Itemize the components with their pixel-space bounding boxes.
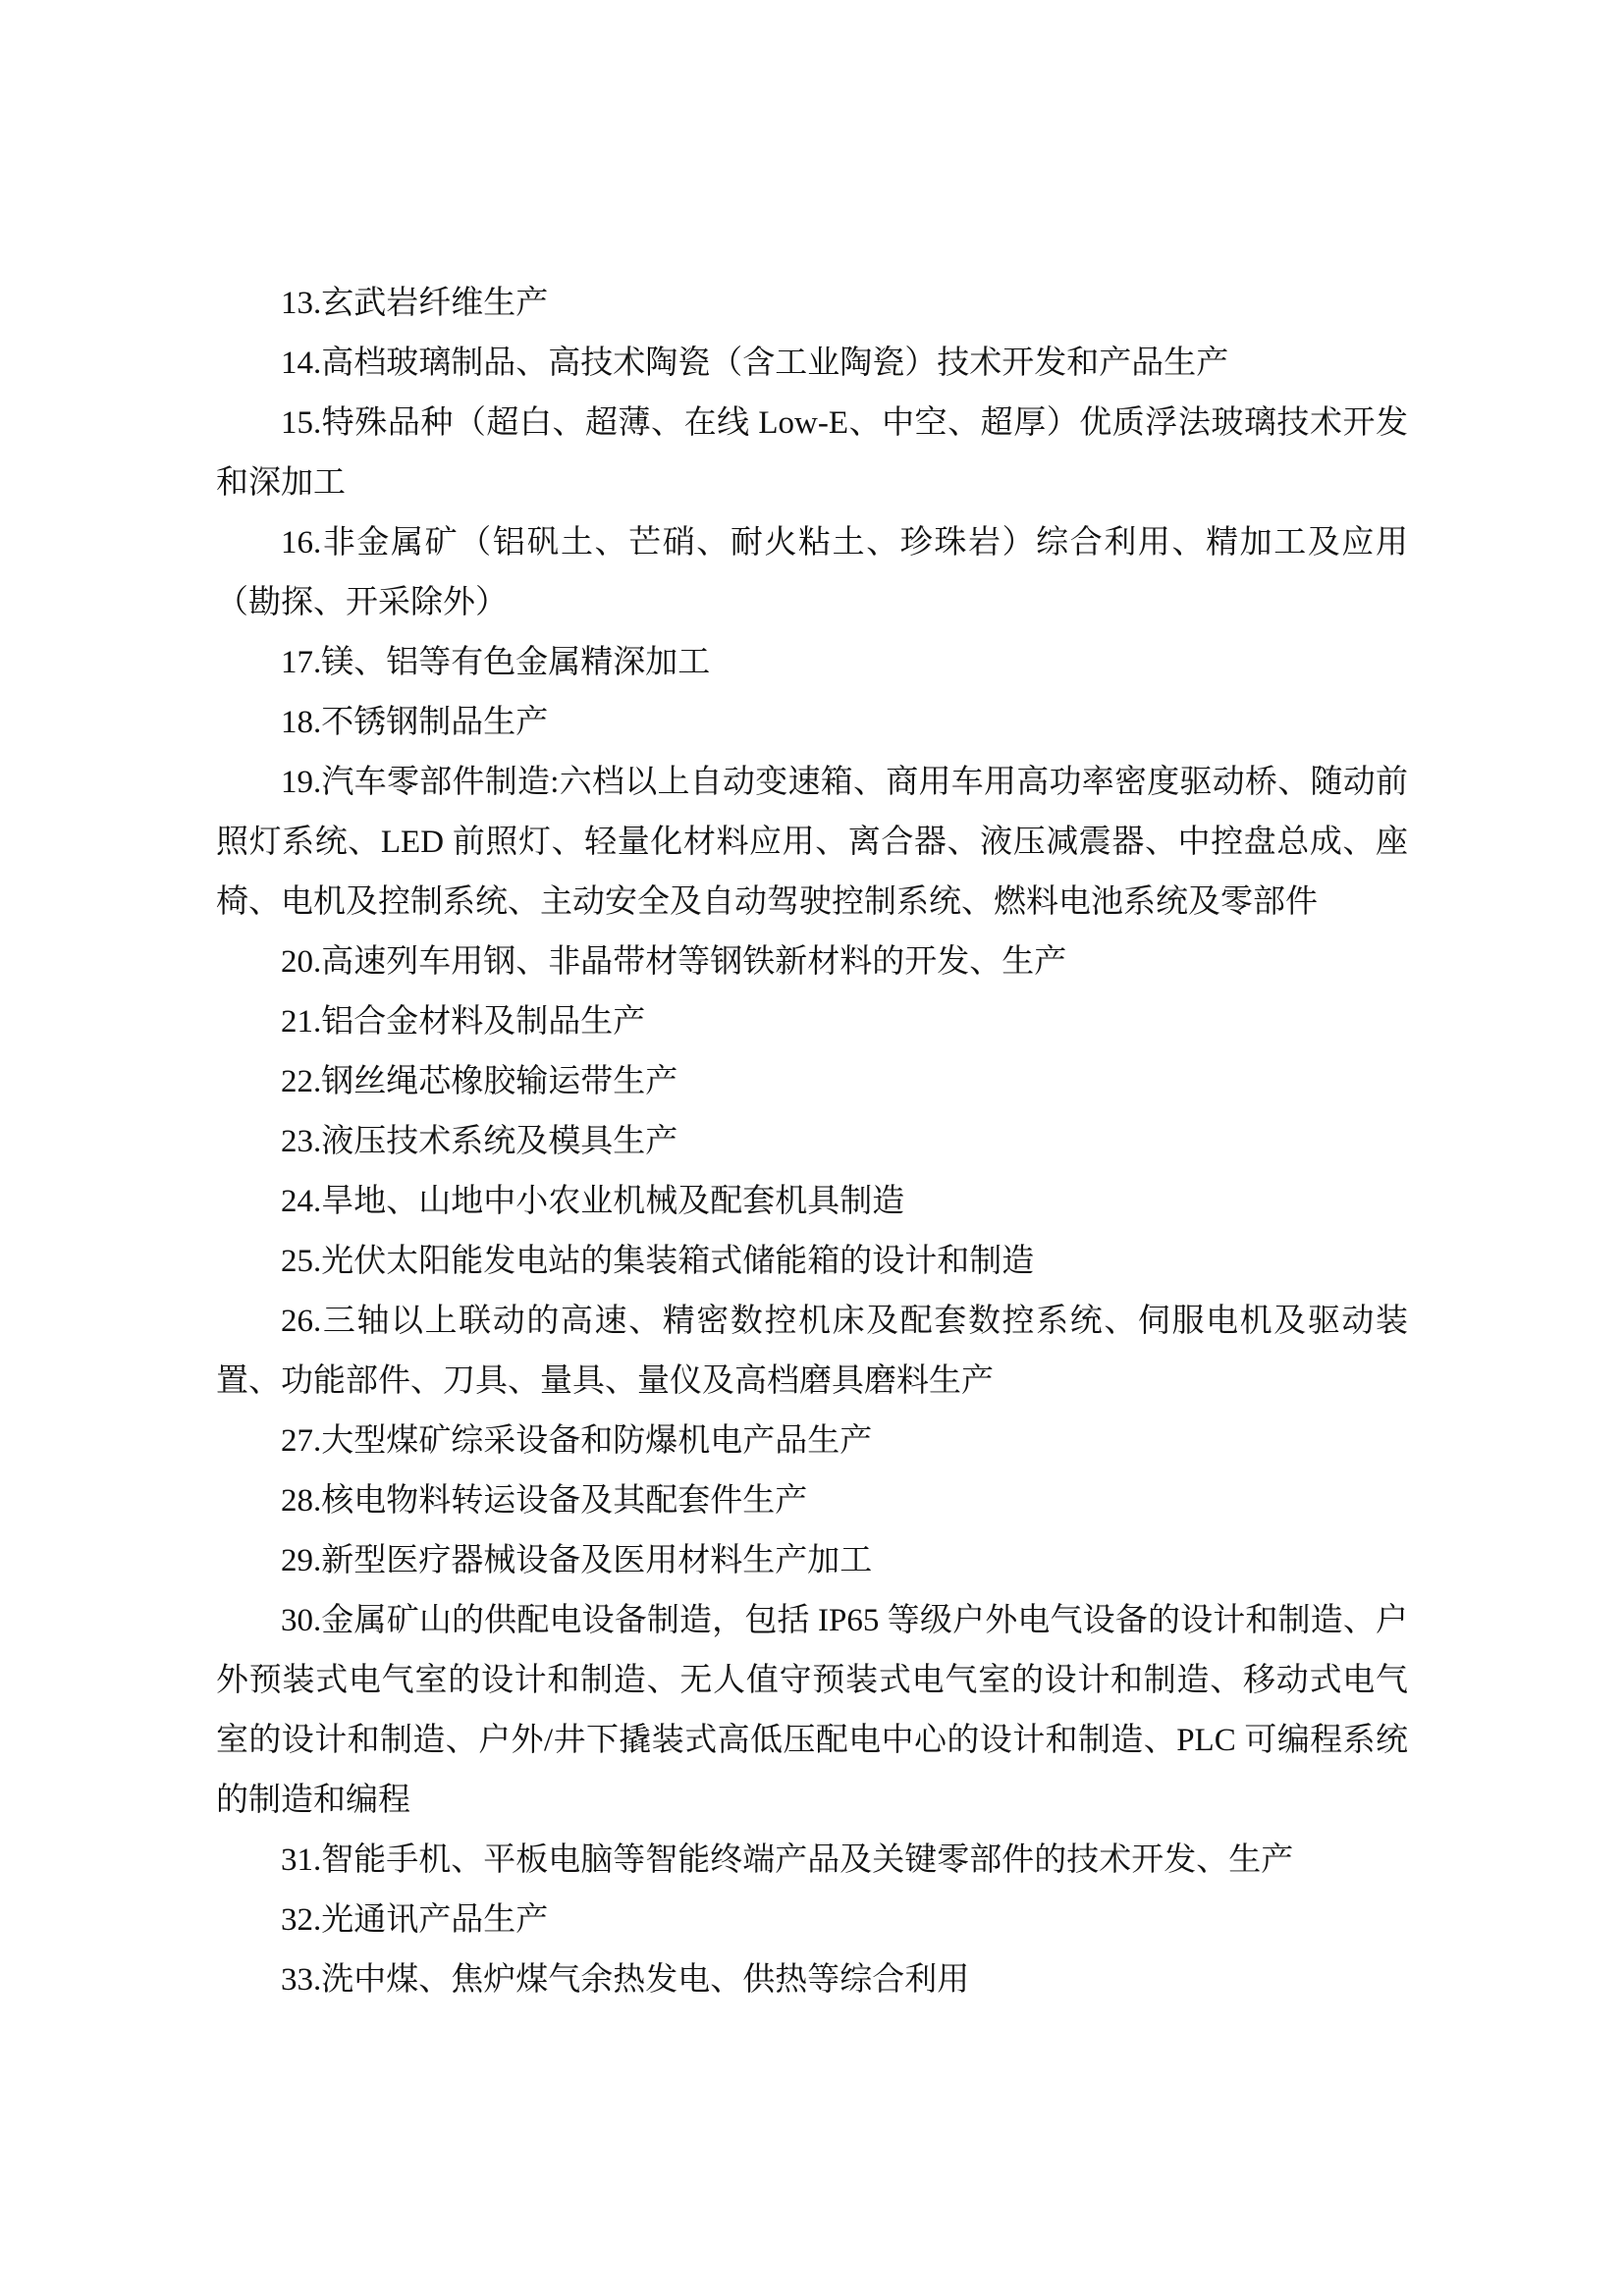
list-item: 30.金属矿山的供配电设备制造，包括 IP65 等级户外电气设备的设计和制造、户外预装式电气室的设计和制造、无人值守预装式电气室的设计和制造、移动式电气室的设计和制造、户外/井下撬装式高低压配电中心的设计和制造、PLC 可编程系统的制造和编程	[216, 1603, 1408, 1818]
list-item: 16.非金属矿（铝矾土、芒硝、耐火粘土、珍珠岩）综合利用、精加工及应用（勘探、开采除外）	[216, 525, 1408, 620]
list-item: 29.新型医疗器械设备及医用材料生产加工	[281, 1543, 873, 1578]
list-item: 23.液压技术系统及模具生产	[281, 1124, 678, 1159]
list-item: 28.核电物料转运设备及其配套件生产	[281, 1483, 808, 1519]
list-item: 31.智能手机、平板电脑等智能终端产品及关键零部件的技术开发、生产	[281, 1842, 1294, 1878]
list-item: 14.高档玻璃制品、高技术陶瓷（含工业陶瓷）技术开发和产品生产	[281, 346, 1229, 381]
list-item: 18.不锈钢制品生产	[281, 705, 549, 740]
list-item: 22.钢丝绳芯橡胶输运带生产	[281, 1064, 678, 1099]
list-item: 21.铝合金材料及制品生产	[281, 1004, 646, 1040]
list-item: 17.镁、铝等有色金属精深加工	[281, 645, 711, 680]
list-item: 33.洗中煤、焦炉煤气余热发电、供热等综合利用	[281, 1962, 970, 1998]
list-item: 27.大型煤矿综采设备和防爆机电产品生产	[281, 1423, 873, 1459]
numbered-list	[216, 274, 1408, 2010]
list-item: 24.旱地、山地中小农业机械及配套机具制造	[281, 1184, 905, 1219]
list-item: 25.光伏太阳能发电站的集装箱式储能箱的设计和制造	[281, 1244, 1035, 1279]
list-item: 19.汽车零部件制造:六档以上自动变速箱、商用车用高功率密度驱动桥、随动前照灯系统、LED 前照灯、轻量化材料应用、离合器、液压减震器、中控盘总成、座椅、电机及控制系统、主动安全及自动驾驶控制系统、燃料电池系统及零部件	[216, 765, 1408, 920]
list-item: 13.玄武岩纤维生产	[281, 286, 549, 321]
list-item: 32.光通讯产品生产	[281, 1902, 549, 1938]
list-item: 26.三轴以上联动的高速、精密数控机床及配套数控系统、伺服电机及驱动装置、功能部件、刀具、量具、量仪及高档磨具磨料生产	[216, 1304, 1408, 1399]
list-item: 15.特殊品种（超白、超薄、在线 Low-E、中空、超厚）优质浮法玻璃技术开发和深加工	[216, 405, 1408, 501]
list-item: 20.高速列车用钢、非晶带材等钢铁新材料的开发、生产	[281, 944, 1067, 980]
